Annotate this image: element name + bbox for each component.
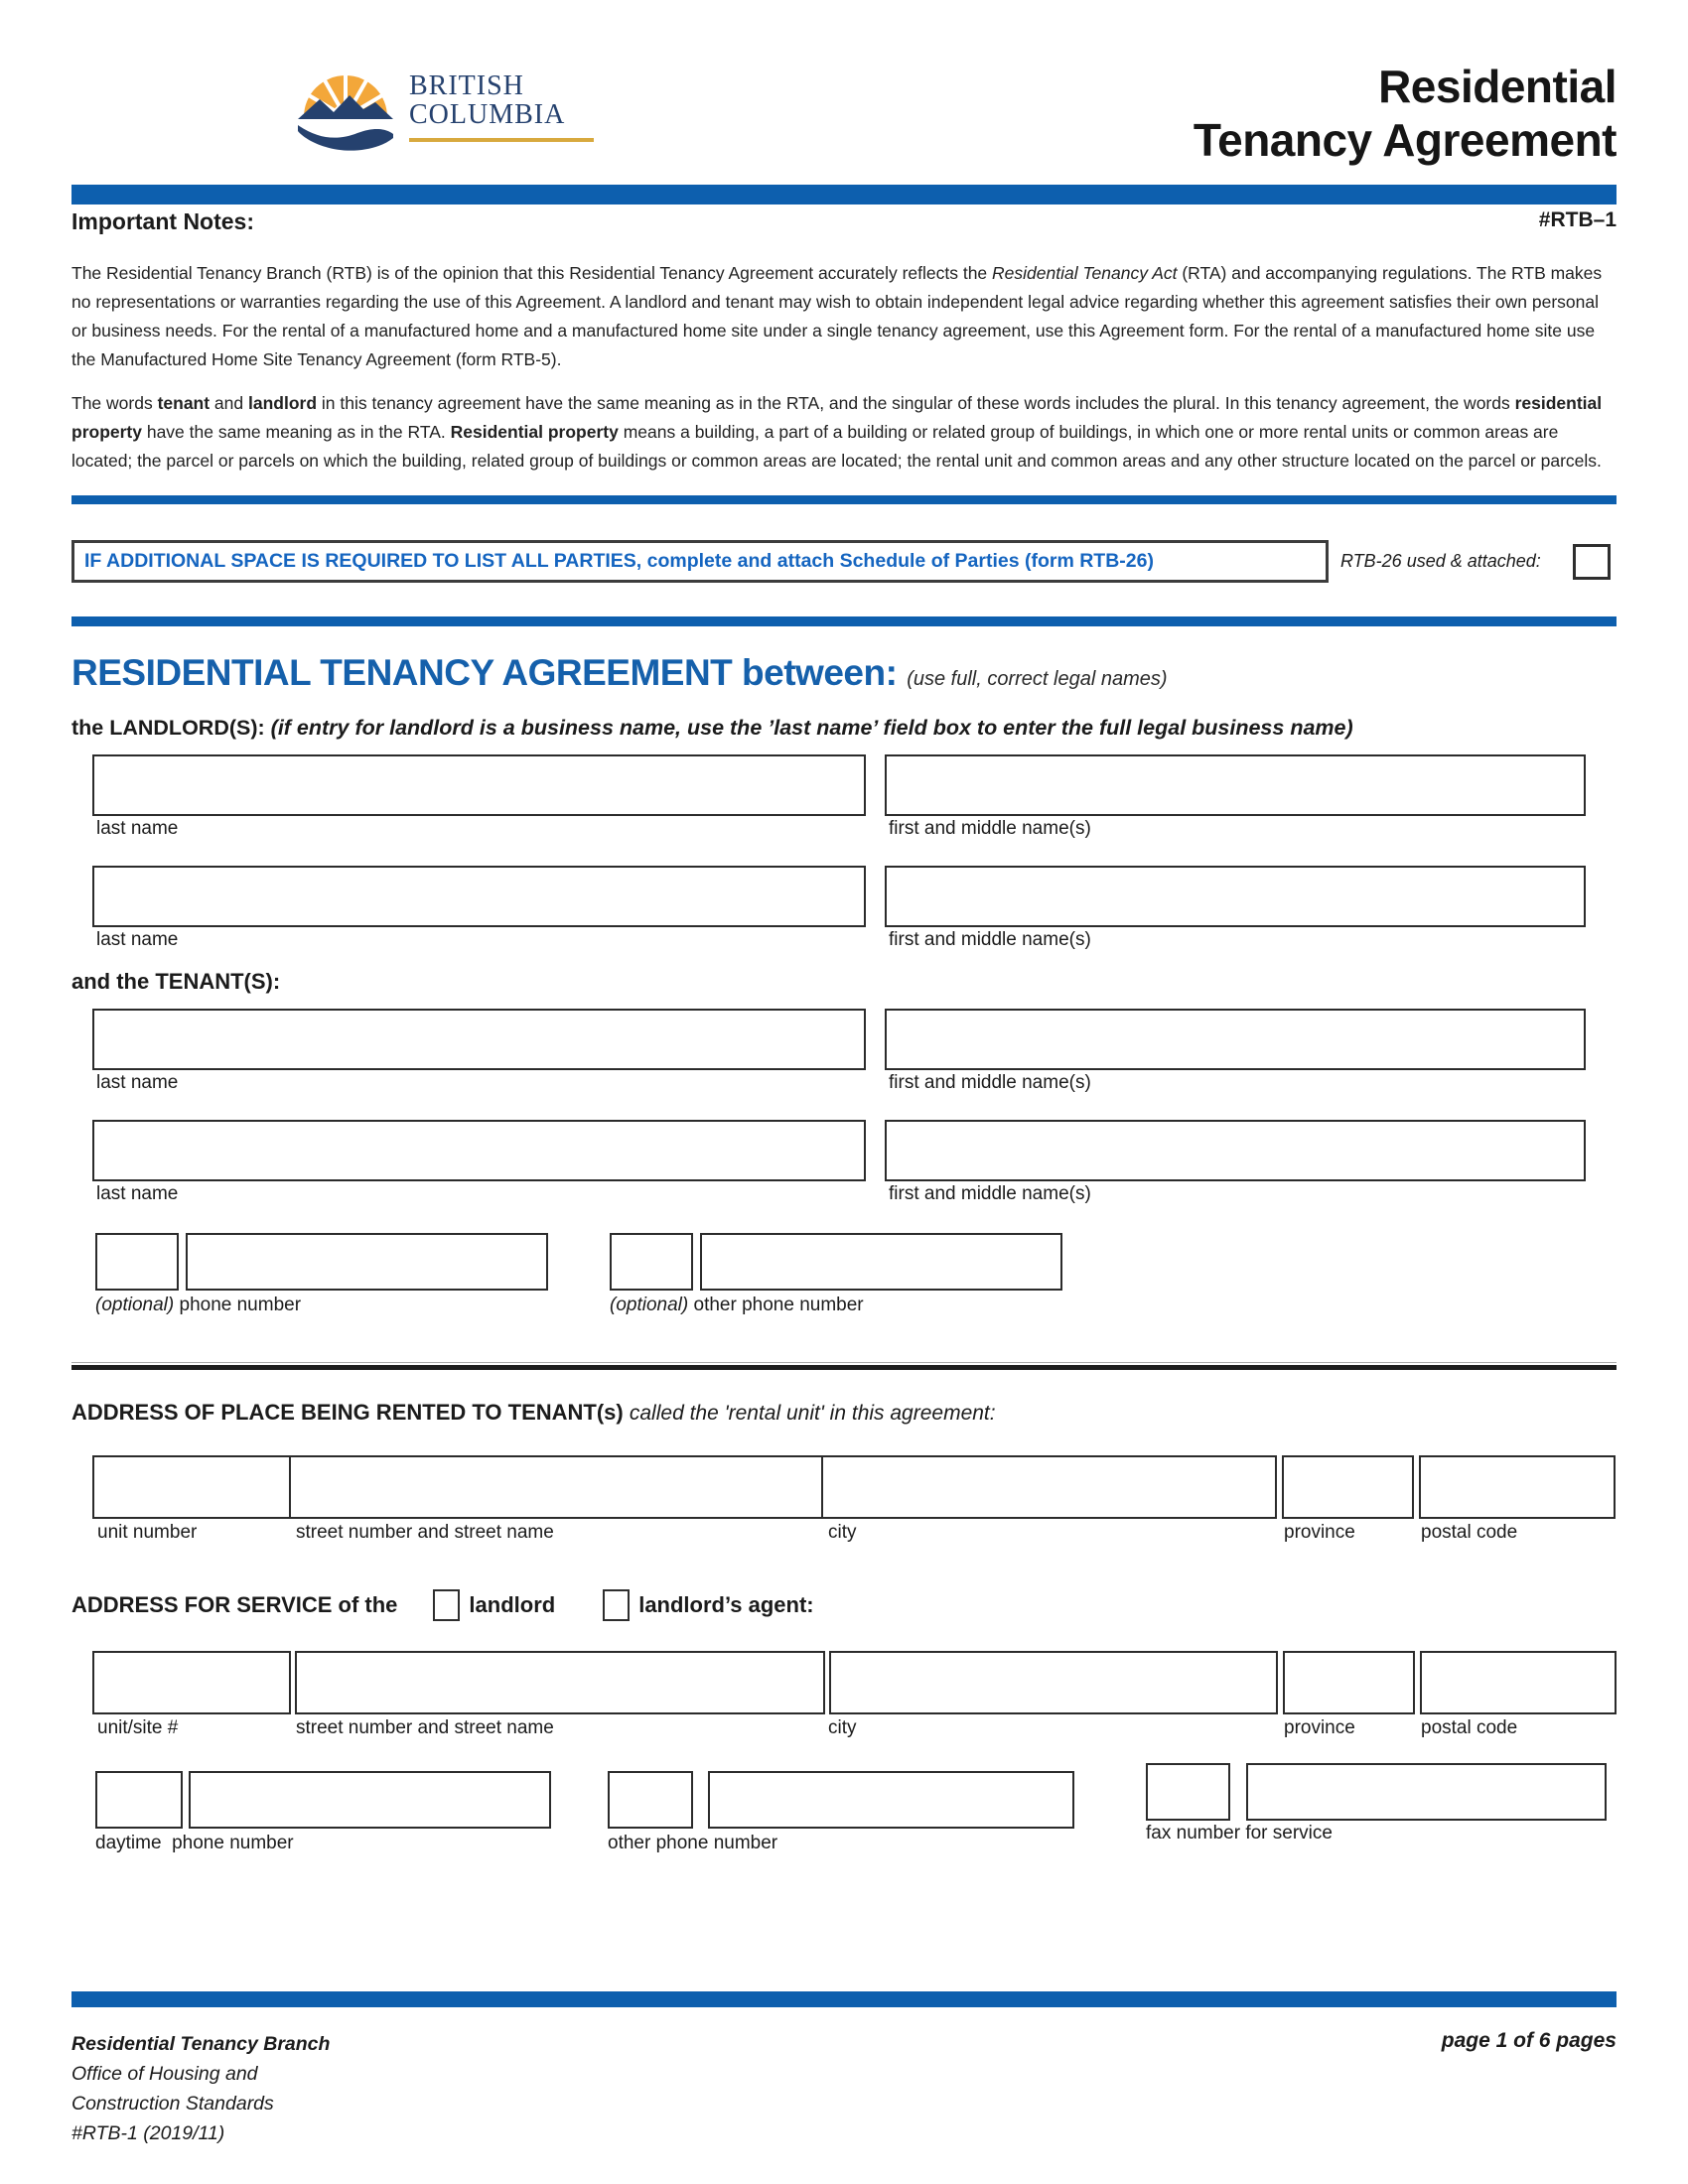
service-city-field[interactable] [829,1651,1279,1714]
logo-word-british: BRITISH [409,70,524,101]
landlord-2-first-name-field[interactable] [885,866,1586,927]
landlord-heading-text: the LANDLORD(S): [71,716,265,740]
fax-field-group [1146,1763,1607,1821]
tenant-other-phone-number-field[interactable] [700,1233,1062,1291]
tenant-section-heading: and the TENANT(S): [71,969,281,994]
service-address-labels [92,1717,1617,1739]
schedule-banner [71,540,1329,583]
service-address-heading [71,1589,1617,1621]
other-phone-label: other phone number [608,1833,778,1853]
tenant-2-first-name-field[interactable] [885,1120,1586,1181]
footer-branch-info [71,2029,330,2148]
landlord-checkbox[interactable] [433,1589,460,1621]
footer-office-line1: Office of Housing and [71,2063,258,2085]
landlord-2-name-row [92,866,1617,927]
schedule-banner-text: IF ADDITIONAL SPACE IS REQUIRED TO LIST ALL PARTIES, complete and attach Schedule of Parties (form RTB-26) [84,550,1154,572]
service-province-field[interactable] [1283,1651,1415,1714]
street-label: street number and street name [296,1717,554,1738]
notes-header-row [71,208,1617,235]
form-title-line2: Tenancy Agreement [1193,114,1617,166]
service-address-row [92,1651,1617,1714]
rental-city-field[interactable] [821,1455,1277,1519]
rtb26-attached-checkbox[interactable] [1573,544,1611,580]
unit-site-label: unit/site # [97,1717,179,1738]
tenant-phone-labels [95,1295,1617,1316]
schedule-banner-row [71,540,1617,583]
page-number: page 1 of 6 pages [1441,2029,1617,2052]
service-heading-text: ADDRESS FOR SERVICE of the [71,1592,398,1617]
header-divider-bar [71,185,1617,205]
landlord-agent-option-label: landlord’s agent: [638,1592,814,1617]
optional-other-phone-label: (optional) other phone number [610,1295,864,1315]
bc-sun-mountain-icon [296,58,395,171]
intro-paragraph-2: The words tenant and landlord in this tenancy agreement have the same meaning as in the RTA, and the singular of these words includes the plural. In this tenancy agreement, the words residential property have the same meaning as in the RTA. Residential property means a building, a part of a building or related group of buildings, in which one or more rental units or common areas are located; the parcel or parcels on which the building, related group of buildings or common areas are located; the rental unit and common areas and any other structure located on the parcel or parcels. [71,393,1603,471]
rental-province-field[interactable] [1282,1455,1414,1519]
fax-number-label: fax number for service [1146,1823,1333,1843]
form-number: #RTB–1 [1538,208,1617,231]
last-name-label: last name [96,929,179,950]
rental-address-heading [71,1400,1617,1426]
important-notes-heading: Important Notes: [71,208,254,234]
landlord-agent-checkbox[interactable] [603,1589,630,1621]
landlord-1-name-labels [92,818,1617,840]
tenant-1-last-name-field[interactable] [92,1009,866,1070]
page-header [71,52,1617,171]
first-name-label: first and middle name(s) [889,1183,1091,1204]
unit-number-label: unit number [97,1522,198,1543]
landlord-1-last-name-field[interactable] [92,754,866,816]
tenant-2-last-name-field[interactable] [92,1120,866,1181]
daytime-phone-number-field[interactable] [189,1771,551,1829]
intro-paragraph-1: The Residential Tenancy Branch (RTB) is of the opinion that this Residential Tenancy Agreement accurately reflects the Residential Tenancy Act (RTA) and accompanying regulations. The RTB makes no representations or warranties regarding the use of this Agreement. A landlord and tenant may wish to obtain independent legal advice regarding whether this agreement satisfies their own personal or business needs. For the rental of a manufactured home and a manufactured home site under a single tenancy agreement, use this Agreement form. For the rental of a manufactured home site use the Manufactured Home Site Tenancy Agreement (form RTB-5). [71,263,1603,369]
last-name-label: last name [96,818,179,839]
logo-gold-underline [409,138,594,142]
bc-logo-wordmark [409,71,594,142]
footer-office-line2: Construction Standards [71,2093,274,2115]
tenant-phone-number-field[interactable] [186,1233,548,1291]
tenant-phone-area-code-field[interactable] [95,1233,179,1291]
landlord-option-label: landlord [469,1592,556,1617]
landlord-1-first-name-field[interactable] [885,754,1586,816]
divider-bar-2 [71,616,1617,626]
last-name-label: last name [96,1072,179,1093]
agreement-heading-text: RESIDENTIAL TENANCY AGREEMENT between: [71,652,898,693]
fax-area-code-field[interactable] [1146,1763,1230,1821]
tenant-2-name-row [92,1120,1617,1181]
bc-government-logo [296,58,594,171]
service-street-field[interactable] [295,1651,825,1714]
rental-unit-number-field[interactable] [92,1455,291,1519]
postal-code-label: postal code [1421,1522,1518,1543]
service-phone-labels [95,1823,1617,1854]
footer-form-version: #RTB-1 (2019/11) [71,2122,225,2144]
first-name-label: first and middle name(s) [889,818,1091,839]
city-label: city [828,1522,857,1543]
tenant-phone-row [95,1233,1617,1291]
footer-divider-bar [71,1991,1617,2007]
daytime-phone-area-code-field[interactable] [95,1771,183,1829]
daytime-phone-label: daytime phone number [95,1833,294,1853]
first-name-label: first and middle name(s) [889,1072,1091,1093]
rental-address-heading-note: called the 'rental unit' in this agreement: [629,1402,996,1425]
service-phone-row [95,1771,1617,1829]
landlord-1-name-row [92,754,1617,816]
service-postal-code-field[interactable] [1420,1651,1617,1714]
rental-street-field[interactable] [289,1455,823,1519]
other-phone-number-field[interactable] [708,1771,1074,1829]
tenant-1-first-name-field[interactable] [885,1009,1586,1070]
other-phone-area-code-field[interactable] [608,1771,693,1829]
rental-address-heading-text: ADDRESS OF PLACE BEING RENTED TO TENANT(s) [71,1400,624,1425]
landlord-heading-note: (if entry for landlord is a business name, use the ’last name’ field box to enter the full legal business name) [270,716,1353,740]
divider-bar [71,495,1617,504]
section-divider-rule [71,1362,1617,1370]
province-label: province [1284,1522,1355,1543]
landlord-section-heading [71,716,1617,741]
logo-word-columbia: COLUMBIA [409,99,566,131]
fax-number-field[interactable] [1246,1763,1607,1821]
rtb26-attached-label: RTB-26 used & attached: [1340,551,1541,571]
rental-postal-code-field[interactable] [1419,1455,1616,1519]
province-label: province [1284,1717,1355,1738]
rental-address-labels [92,1522,1617,1544]
service-unit-site-field[interactable] [92,1651,291,1714]
footer-branch-name: Residential Tenancy Branch [71,2033,331,2055]
tenant-other-phone-area-code-field[interactable] [610,1233,693,1291]
first-name-label: first and middle name(s) [889,929,1091,950]
agreement-heading [71,652,1617,694]
landlord-2-last-name-field[interactable] [92,866,866,927]
optional-phone-label: (optional) phone number [95,1295,302,1315]
rental-address-row [92,1455,1617,1519]
form-title-line1: Residential [1378,61,1617,112]
agreement-heading-note: (use full, correct legal names) [907,668,1168,690]
landlord-2-name-labels [92,929,1617,951]
last-name-label: last name [96,1183,179,1204]
city-label: city [828,1717,857,1738]
tenant-1-name-labels [92,1072,1617,1094]
tenant-1-name-row [92,1009,1617,1070]
street-label: street number and street name [296,1522,554,1543]
page-footer [71,2029,1617,2148]
postal-code-label: postal code [1421,1717,1518,1738]
form-title [1194,60,1617,167]
tenant-2-name-labels [92,1183,1617,1205]
